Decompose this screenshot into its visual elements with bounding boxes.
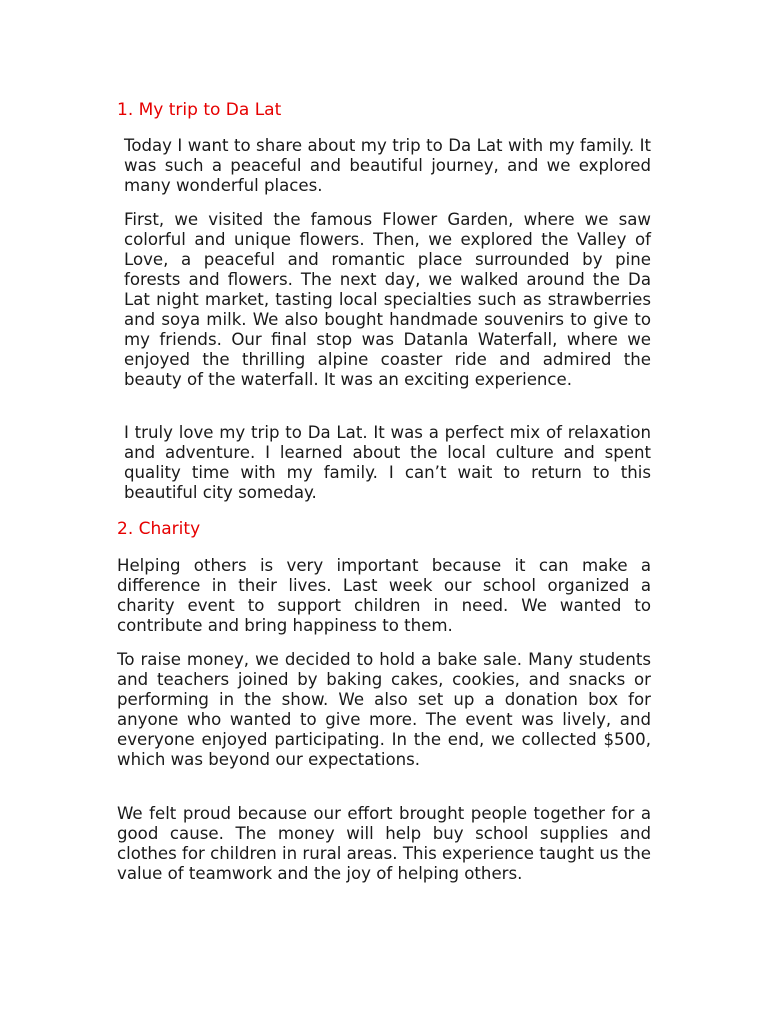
section-2-paragraph-3: We felt proud because our effort brought people together for a good cause. The money will help buy school supplies and clothes for children in rural areas. This experience taught us the value of teamwork and the joy of helping others.	[117, 804, 651, 883]
section-2-paragraph-2: To raise money, we decided to hold a bake sale. Many students and teachers joined by baking cakes, cookies, and snacks or performing in the show. We also set up a donation box for anyone who wanted to give more. The event was lively, and everyone enjoyed participating. In the end, we collected $500, which was beyond our expectations.	[117, 650, 651, 769]
section-1-paragraph-2: First, we visited the famous Flower Garden, where we saw colorful and unique flowers. Then, we explored the Valley of Love, a peaceful and romantic place surrounded by pine forests and flowers. The next day, we walked around the Da Lat night market, tasting local specialties such as strawberries and soya milk. We also bought handmade souvenirs to give to my friends. Our final stop was Datanla Waterfall, where we enjoyed the thrilling alpine coaster ride and admired the beauty of the waterfall. It was an exciting experience.	[124, 210, 651, 389]
section-1-paragraph-1: Today I want to share about my trip to Da Lat with my family. It was such a peaceful and beautiful journey, and we explored many wonderful places.	[124, 136, 651, 195]
section-1-title: 1. My trip to Da Lat	[117, 100, 282, 120]
section-2-paragraph-1: Helping others is very important because it can make a difference in their lives. Last week our school organized a charity event to support children in need. We wanted to contribute and bring happiness to them.	[117, 556, 651, 635]
section-1-paragraph-3: I truly love my trip to Da Lat. It was a perfect mix of relaxation and adventure. I learned about the local culture and spent quality time with my family. I can’t wait to return to this beautiful city someday.	[124, 423, 651, 502]
section-2-title: 2. Charity	[117, 519, 201, 539]
